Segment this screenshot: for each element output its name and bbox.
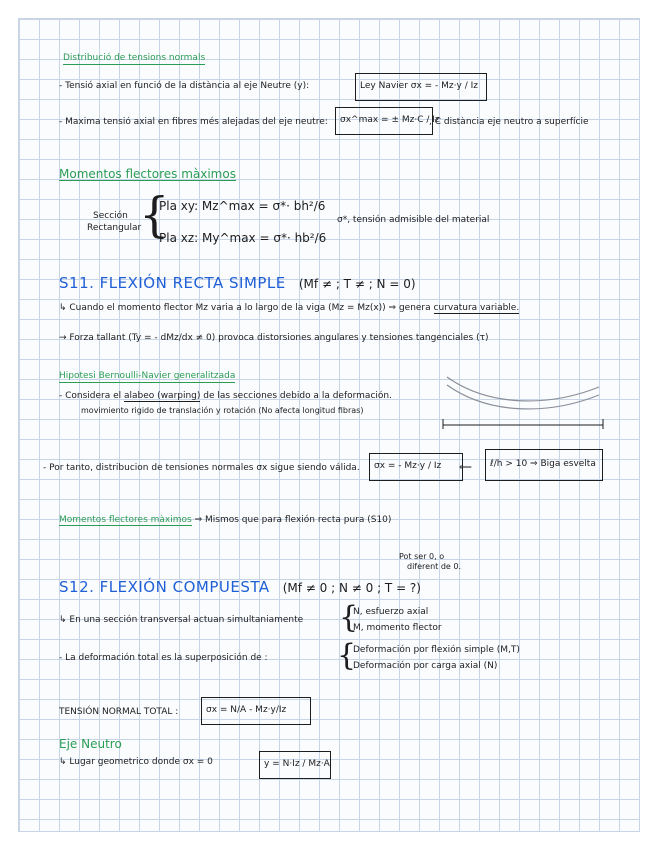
admissible-stress-note: σ*, tensión admisible del material bbox=[337, 215, 490, 225]
s11-conditions: (Mf ≠ ; T ≠ ; N = 0) bbox=[298, 277, 416, 291]
warping-term: alabeo (warping) bbox=[124, 391, 201, 401]
left-brace-icon: { bbox=[139, 187, 170, 243]
plane-xz-formula: Pla xz: My^max = σ*· hb²/6 bbox=[159, 231, 327, 245]
conclusion-box bbox=[369, 453, 463, 481]
bending-moment-item: M, momento flector bbox=[353, 623, 442, 633]
total-stress-box bbox=[201, 697, 311, 725]
max-moments-tail: ⇒ Mismos que para flexión recta pura (S10) bbox=[194, 515, 392, 525]
t-note-line1: Pot ser 0, o bbox=[399, 552, 445, 561]
curvature-text: ↳ Cuando el momento flector Mz varia a lo largo de la viga (Mz = Mz(x)) ⇒ genera bbox=[59, 303, 431, 313]
s12-conditions: (Mf ≠ 0 ; N ≠ 0 ; T = ?) bbox=[282, 581, 421, 595]
distance-note: , C distància eje neutro a superfície bbox=[429, 117, 589, 127]
warping-line bbox=[59, 391, 392, 402]
navier-law-text: Ley Navier σx = - Mz·y / Iz bbox=[360, 81, 478, 91]
total-stress-label: TENSIÓN NORMAL TOTAL : bbox=[59, 707, 179, 717]
shear-force-line: → Forza tallant (Ty = - dMz/dx ≠ 0) provoca distorsiones angulares y tensiones tangenciales (τ) bbox=[59, 333, 489, 343]
slender-beam-text: ⇒ Biga esvelta bbox=[530, 459, 596, 469]
section-label-1: Sección bbox=[93, 211, 128, 221]
warping-tail: de las secciones debido a la deformación. bbox=[203, 391, 392, 401]
s11-title: S11. FLEXIÓN RECTA SIMPLE bbox=[59, 274, 286, 292]
s12-title: S12. FLEXIÓN COMPUESTA bbox=[59, 578, 270, 596]
hypothesis-title: Hipotesi Bernoulli-Navier generalitzada bbox=[59, 371, 236, 381]
neutral-axis-formula: y = N·Iz / Mz·A bbox=[264, 759, 330, 769]
neutral-axis-title: Eje Neutro bbox=[59, 737, 122, 751]
superposition-line: - La deformación total es la superposición de : bbox=[59, 653, 268, 663]
section-label-2: Rectangular bbox=[87, 223, 142, 233]
brace-icon-forces: { bbox=[339, 600, 359, 635]
axial-force-item: N, esfuerzo axial bbox=[353, 607, 429, 617]
max-moments-title: Momentos flectores màximos bbox=[59, 515, 192, 525]
s11-header bbox=[59, 273, 416, 292]
navier-law-box bbox=[355, 73, 487, 101]
axial-tension-line: - Tensió axial en funció de la distància al eje Neutre (y): bbox=[59, 81, 310, 91]
s12-header bbox=[59, 577, 421, 596]
warping-prefix: - Considera el bbox=[59, 391, 122, 401]
simple-bending-item: Deformación por flexión simple (M,T) bbox=[353, 645, 520, 655]
beam-deformation-sketch bbox=[439, 369, 609, 429]
section-title-max-moments: Momentos flectores màximos bbox=[59, 167, 236, 181]
max-moments-line bbox=[59, 515, 391, 526]
neutral-axis-box bbox=[259, 751, 331, 779]
plane-xy-formula: Pla xy: Mz^max = σ*· bh²/6 bbox=[159, 199, 326, 213]
axial-load-item: Deformación por carga axial (N) bbox=[353, 661, 498, 671]
neutral-axis-line: ↳ Lugar geometrico donde σx = 0 bbox=[59, 757, 213, 767]
arrow-left-icon: ⟸ bbox=[459, 463, 472, 473]
simultaneous-line: ↳ En una sección transversal actuan simultaniamente bbox=[59, 615, 304, 625]
notebook-page bbox=[18, 18, 640, 832]
slender-beam-box bbox=[485, 449, 603, 481]
max-tension-text: σx^max = ± Mz·C / Iz bbox=[340, 115, 440, 125]
conclusion-line: - Por tanto, distribucion de tensiones normales σx sigue siendo válida. bbox=[43, 463, 360, 473]
section-title-tension-distribution: Distribució de tensions normals bbox=[63, 53, 206, 63]
conclusion-formula: σx = - Mz·y / Iz bbox=[374, 461, 442, 471]
curvature-variable-text: curvatura variable. bbox=[433, 303, 520, 313]
max-axial-tension-line: - Maxima tensió axial en fibres més alejadas del eje neutre: bbox=[59, 117, 328, 127]
max-tension-box bbox=[335, 107, 440, 135]
rigid-motion-line: movimiento rigido de translación y rotación (No afecta longitud fibras) bbox=[81, 406, 364, 415]
curvature-line bbox=[59, 303, 519, 314]
brace-icon-deformation: { bbox=[337, 638, 357, 673]
total-stress-formula: σx = N/A - Mz·y/Iz bbox=[206, 705, 287, 715]
t-note-line2: diferent de 0. bbox=[407, 562, 461, 571]
ratio-text: ℓ/h > 10 bbox=[490, 459, 528, 469]
